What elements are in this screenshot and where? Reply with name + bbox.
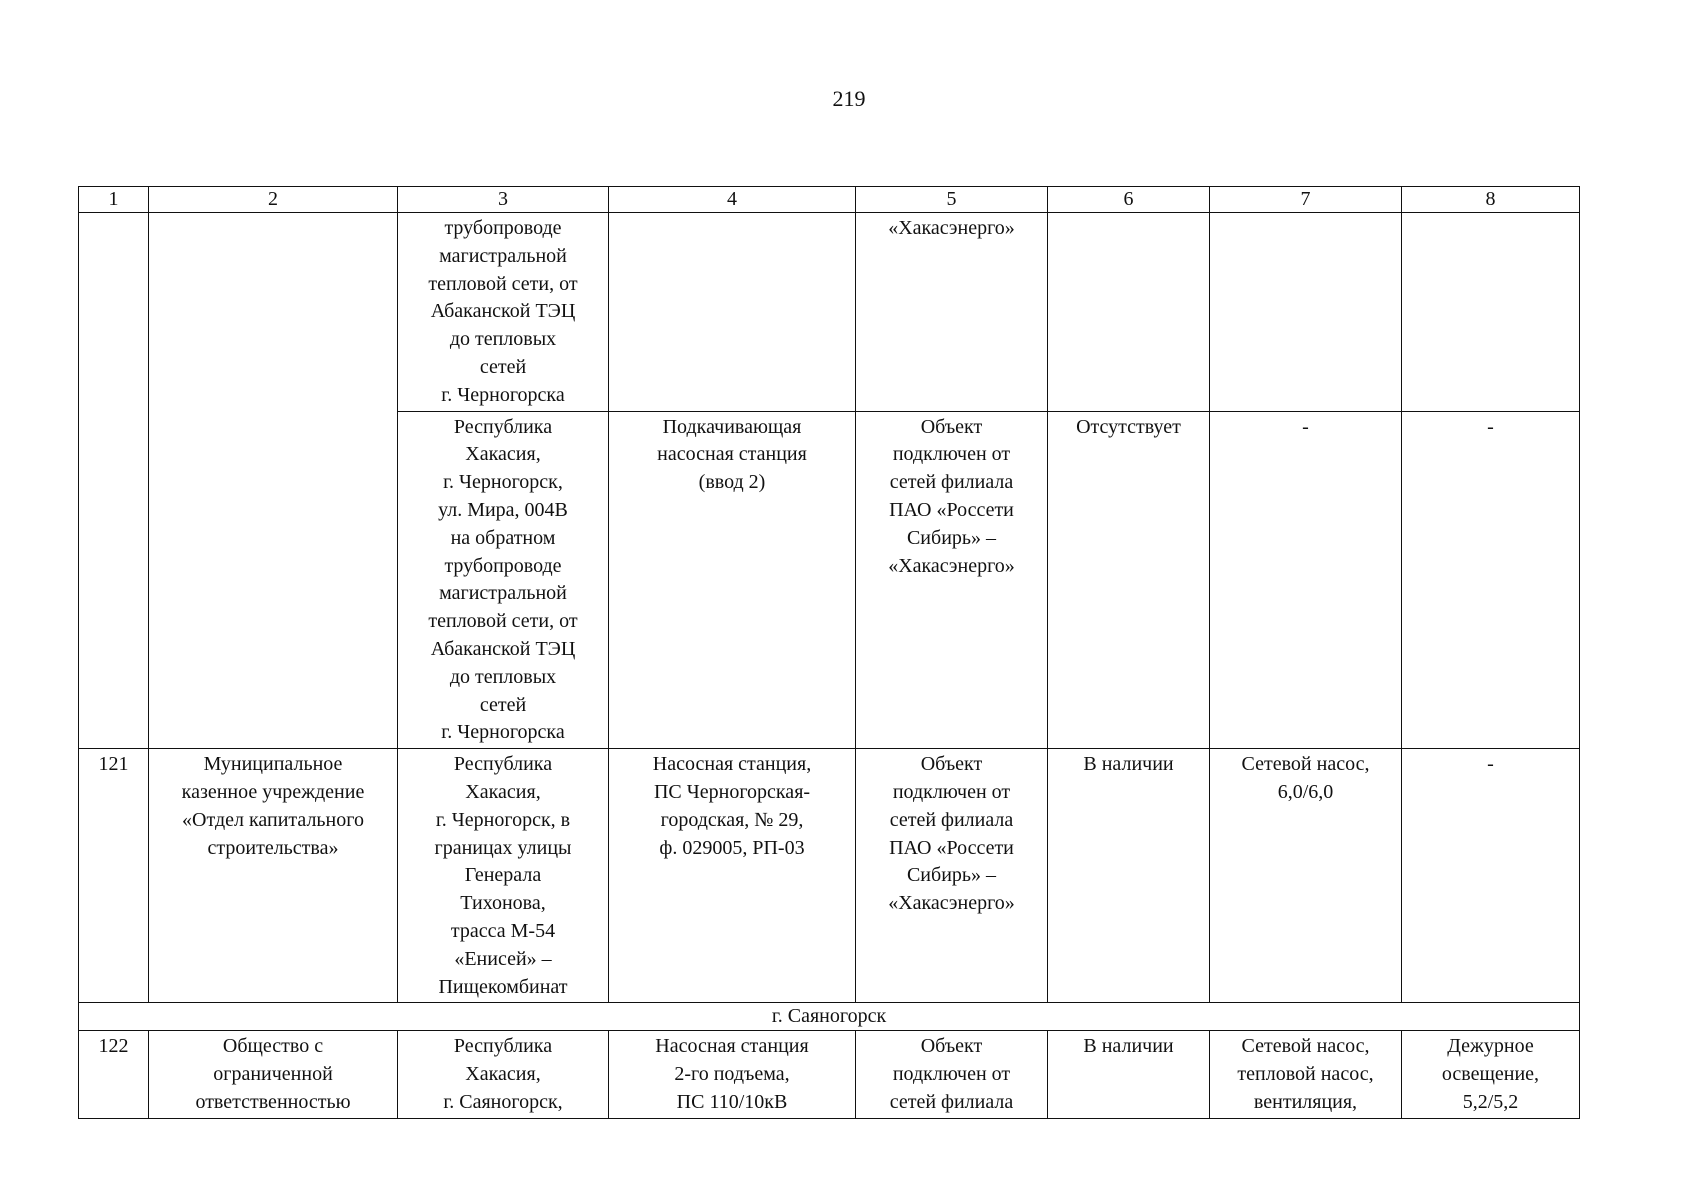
city-section-row xyxy=(79,1003,1580,1031)
table-row xyxy=(79,1031,1580,1118)
cell-reserve: В наличии xyxy=(1048,749,1210,1003)
table-row xyxy=(79,213,1580,412)
cell-organization: Общество с ограниченной ответственностью xyxy=(149,1031,398,1118)
table-row xyxy=(79,749,1580,1003)
header-cell: 6 xyxy=(1048,187,1210,213)
header-cell: 3 xyxy=(398,187,609,213)
cell-object: Насосная станция 2-го подъема, ПС 110/10кВ xyxy=(609,1031,856,1118)
header-cell: 8 xyxy=(1402,187,1580,213)
city-heading: г. Саяногорск xyxy=(79,1003,1580,1031)
cell-object: Насосная станция, ПС Черногорская- городская, № 29, ф. 029005, РП-03 xyxy=(609,749,856,1003)
cell-connection: «Хакасэнерго» xyxy=(856,213,1048,412)
header-cell: 1 xyxy=(79,187,149,213)
header-cell: 4 xyxy=(609,187,856,213)
cell-address: Республика Хакасия, г. Черногорск, ул. Мира, 004В на обратном трубопроводе магистральной тепловой сети, от Абаканской ТЭЦ до тепловых сетей г. Черногорска xyxy=(398,411,609,749)
data-table xyxy=(78,186,1580,1119)
cell-connection: Объект подключен от сетей филиала xyxy=(856,1031,1048,1118)
header-cell: 2 xyxy=(149,187,398,213)
cell-reserve: Отсутствует xyxy=(1048,411,1210,749)
cell-address: Республика Хакасия, г. Саяногорск, xyxy=(398,1031,609,1118)
cell-number: 121 xyxy=(79,749,149,1003)
cell-lighting xyxy=(1402,213,1580,412)
cell-connection: Объект подключен от сетей филиала ПАО «Россети Сибирь» – «Хакасэнерго» xyxy=(856,411,1048,749)
cell-reserve xyxy=(1048,213,1210,412)
cell-equipment xyxy=(1210,213,1402,412)
cell-number xyxy=(79,213,149,749)
cell-address: Республика Хакасия, г. Черногорск, в границах улицы Генерала Тихонова, трасса М-54 «Енисей» – Пищекомбинат xyxy=(398,749,609,1003)
cell-object xyxy=(609,213,856,412)
cell-organization: Муниципальное казенное учреждение «Отдел капитального строительства» xyxy=(149,749,398,1003)
header-cell: 5 xyxy=(856,187,1048,213)
table-header-row xyxy=(79,187,1580,213)
cell-equipment: - xyxy=(1210,411,1402,749)
cell-reserve: В наличии xyxy=(1048,1031,1210,1118)
cell-equipment: Сетевой насос, 6,0/6,0 xyxy=(1210,749,1402,1003)
cell-address: трубопроводе магистральной тепловой сети, от Абаканской ТЭЦ до тепловых сетей г. Черногорска xyxy=(398,213,609,412)
cell-connection: Объект подключен от сетей филиала ПАО «Россети Сибирь» – «Хакасэнерго» xyxy=(856,749,1048,1003)
cell-organization xyxy=(149,213,398,749)
cell-lighting: Дежурное освещение, 5,2/5,2 xyxy=(1402,1031,1580,1118)
cell-equipment: Сетевой насос, тепловой насос, вентиляция, xyxy=(1210,1031,1402,1118)
cell-lighting: - xyxy=(1402,749,1580,1003)
header-cell: 7 xyxy=(1210,187,1402,213)
page-number: 219 xyxy=(832,86,866,111)
cell-object: Подкачивающая насосная станция (ввод 2) xyxy=(609,411,856,749)
cell-lighting: - xyxy=(1402,411,1580,749)
cell-number: 122 xyxy=(79,1031,149,1118)
